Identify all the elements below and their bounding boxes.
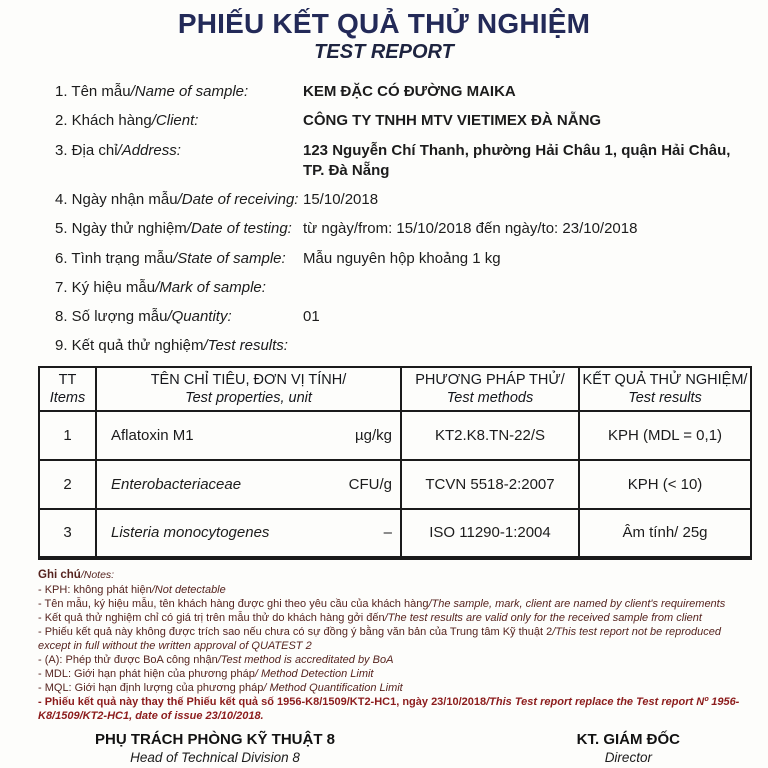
note-text-vi: - Phiếu kết quả này không được trích sao nếu chưa có sự đồng ý bằng văn bản của Trung tâm Kỹ thuật 2 [38, 625, 553, 638]
note-line-kph [38, 583, 752, 597]
cell-test-result: KPH (MDL = 0,1) [579, 411, 751, 460]
note-text-vi: - (A): Phép thử được BoA công nhận [38, 654, 218, 667]
table-header-row [39, 367, 751, 411]
signatures-section [95, 731, 680, 765]
field-label-en: /Test results: [203, 337, 288, 355]
notes-heading-en: /Notes: [80, 568, 115, 581]
signature-right [577, 731, 680, 765]
field-value: từ ngày/from: 15/10/2018 đến ngày/to: 23/10/2018 [303, 220, 638, 238]
report-title-vi: PHIẾU KẾT QUẢ THỬ NGHIỆM [177, 8, 591, 39]
field-label [55, 249, 303, 269]
cell-property [96, 411, 401, 460]
field-row-client [55, 111, 768, 131]
field-row-test-results [55, 336, 768, 356]
cell-test-result: Âm tính/ 25g [579, 509, 751, 558]
notes-heading-vi: Ghi chú [38, 568, 81, 581]
note-text-vi: - MDL: Giới hạn phát hiện của phương pháp [38, 668, 255, 681]
note-text-vi: - MQL: Giới hạn định lượng của phương pháp [38, 682, 264, 695]
table-row-aflatoxin [39, 411, 751, 460]
field-row-name-of-sample [55, 82, 768, 102]
report-title-en: TEST REPORT [314, 41, 454, 64]
table-row-listeria [39, 509, 751, 558]
note-text-en: / Method Quantification Limit [263, 682, 403, 695]
field-value: 123 Nguyễn Chí Thanh, phường Hải Châu 1, quận Hải Châu, TP. Đà Nẵng [303, 141, 731, 179]
cell-item-number: 3 [39, 509, 96, 558]
note-text-vi: - KPH: không phát hiện [38, 583, 152, 596]
field-label-vi: 1. Tên mẫu [55, 83, 131, 101]
field-label-en: /Quantity: [167, 308, 232, 326]
cell-test-method: KT2.K8.TN-22/S [401, 411, 579, 460]
field-label-en: /Address: [117, 141, 181, 159]
col-header-test-properties-en: Test properties, unit [185, 389, 312, 406]
note-line-validity [38, 611, 752, 625]
field-label [55, 141, 303, 161]
cell-unit: CFU/g [348, 475, 392, 493]
field-label-en: /Name of sample: [130, 83, 249, 101]
field-row-address [55, 141, 768, 182]
note-text-en: /Not detectable [151, 583, 226, 596]
cell-property [96, 460, 401, 509]
signature-left-title-en: Head of Technical Division 8 [130, 750, 300, 766]
field-row-mark-of-sample [55, 278, 768, 298]
col-header-test-methods [401, 367, 579, 411]
field-label [55, 190, 303, 210]
cell-test-result: KPH (< 10) [579, 460, 751, 509]
field-label-vi: 3. Địa chỉ [55, 141, 118, 159]
field-label-en: /Mark of sample: [155, 278, 266, 296]
col-header-test-properties-vi: TÊN CHỈ TIÊU, ĐƠN VỊ TÍNH/ [150, 371, 347, 388]
cell-test-method: ISO 11290-1:2004 [401, 509, 579, 558]
field-label-en: /State of sample: [173, 249, 286, 267]
note-line-naming [38, 597, 752, 611]
note-text-en: /Test method is accreditated by BoA [217, 654, 394, 667]
note-text-vi: - Phiếu kết quả này thay thế Phiếu kết quả số 1956-K8/1509/KT2-HC1, ngày 23/10/2018 [38, 696, 487, 709]
col-header-test-methods-vi: PHƯƠNG PHÁP THỬ/ [415, 371, 565, 388]
field-label [55, 336, 303, 356]
note-line-mdl [38, 667, 752, 681]
field-label [55, 278, 303, 298]
field-label-vi: 2. Khách hàng [55, 112, 152, 130]
table-row-enterobacteriaceae [39, 460, 751, 509]
cell-item-number: 2 [39, 460, 96, 509]
cell-test-method: TCVN 5518-2:2007 [401, 460, 579, 509]
sample-info-section [55, 82, 768, 357]
field-value: 01 [303, 308, 320, 326]
note-text-en: / Method Detection Limit [254, 668, 374, 681]
note-line-replacement [38, 695, 752, 723]
cell-property [96, 509, 401, 558]
note-text-en: /This test report not be reproduced except in full without the written approval of QUATEST 2 [38, 625, 721, 652]
field-value: CÔNG TY TNHH MTV VIETIMEX ĐÀ NẴNG [303, 112, 602, 130]
notes-heading [38, 568, 752, 583]
col-header-items-en: Items [49, 389, 86, 406]
cell-property-name: Aflatoxin M1 [111, 426, 194, 444]
field-row-date-of-receiving [55, 190, 768, 210]
field-label-vi: 8. Số lượng mẫu [55, 308, 168, 326]
field-label-vi: 6. Tình trạng mẫu [55, 249, 174, 267]
cell-item-number: 1 [39, 411, 96, 460]
note-line-mql [38, 681, 752, 695]
signature-right-title-vi: KT. GIÁM ĐỐC [576, 731, 680, 749]
col-header-items-vi: TT [58, 371, 77, 388]
field-label [55, 82, 303, 102]
signature-right-title-en: Director [604, 750, 652, 766]
col-header-test-results-vi: KẾT QUẢ THỬ NGHIỆM/ [582, 371, 748, 388]
col-header-test-results-en: Test results [628, 389, 702, 406]
field-row-quantity [55, 307, 768, 327]
note-line-reproduction [38, 625, 752, 653]
col-header-test-methods-en: Test methods [446, 389, 534, 406]
field-label [55, 111, 303, 131]
signature-left-title-vi: PHỤ TRÁCH PHÒNG KỸ THUẬT 8 [95, 731, 336, 749]
cell-unit: µg/kg [355, 426, 392, 444]
col-header-items [39, 367, 96, 411]
note-text-vi: - Kết quả thử nghiệm chỉ có giá trị trên mẫu thử do khách hàng gởi đến [38, 611, 385, 624]
col-header-test-properties [96, 367, 401, 411]
field-label-en: /Date of testing: [186, 220, 292, 238]
field-label-vi: 5. Ngày thử nghiệm [55, 220, 187, 238]
field-row-date-of-testing [55, 219, 768, 239]
field-value: KEM ĐẶC CÓ ĐƯỜNG MAIKA [303, 83, 516, 101]
field-label-en: /Date of receiving: [177, 191, 299, 209]
field-label-en: /Client: [151, 112, 199, 130]
note-line-boa [38, 653, 752, 667]
cell-property-name: Listeria monocytogenes [111, 524, 270, 542]
cell-property-name: Enterobacteriaceae [111, 475, 242, 493]
notes-section [38, 568, 752, 724]
note-text-en: /The test results are valid only for the received sample from client [384, 611, 702, 624]
note-text-vi: - Tên mẫu, ký hiệu mẫu, tên khách hàng được ghi theo yêu cầu của khách hàng [38, 597, 429, 610]
cell-unit: – [383, 524, 392, 542]
note-text-en: /The sample, mark, client are named by client's requirements [428, 597, 726, 610]
col-header-test-results [579, 367, 751, 411]
field-value: Mẫu nguyên hộp khoảng 1 kg [303, 249, 501, 267]
field-label [55, 307, 303, 327]
field-label [55, 219, 303, 239]
signature-left [95, 731, 335, 765]
field-label-vi: 4. Ngày nhận mẫu [55, 191, 178, 209]
note-text-en: /This Test report replace the Test report Nº 1956-K8/1509/KT2-HC1, date of issue 23/10/2018. [38, 696, 740, 723]
field-row-state-of-sample [55, 249, 768, 269]
test-results-table [38, 366, 752, 560]
field-value: 15/10/2018 [303, 191, 379, 209]
field-label-vi: 9. Kết quả thử nghiệm [55, 337, 204, 355]
field-label-vi: 7. Ký hiệu mẫu [55, 278, 156, 296]
